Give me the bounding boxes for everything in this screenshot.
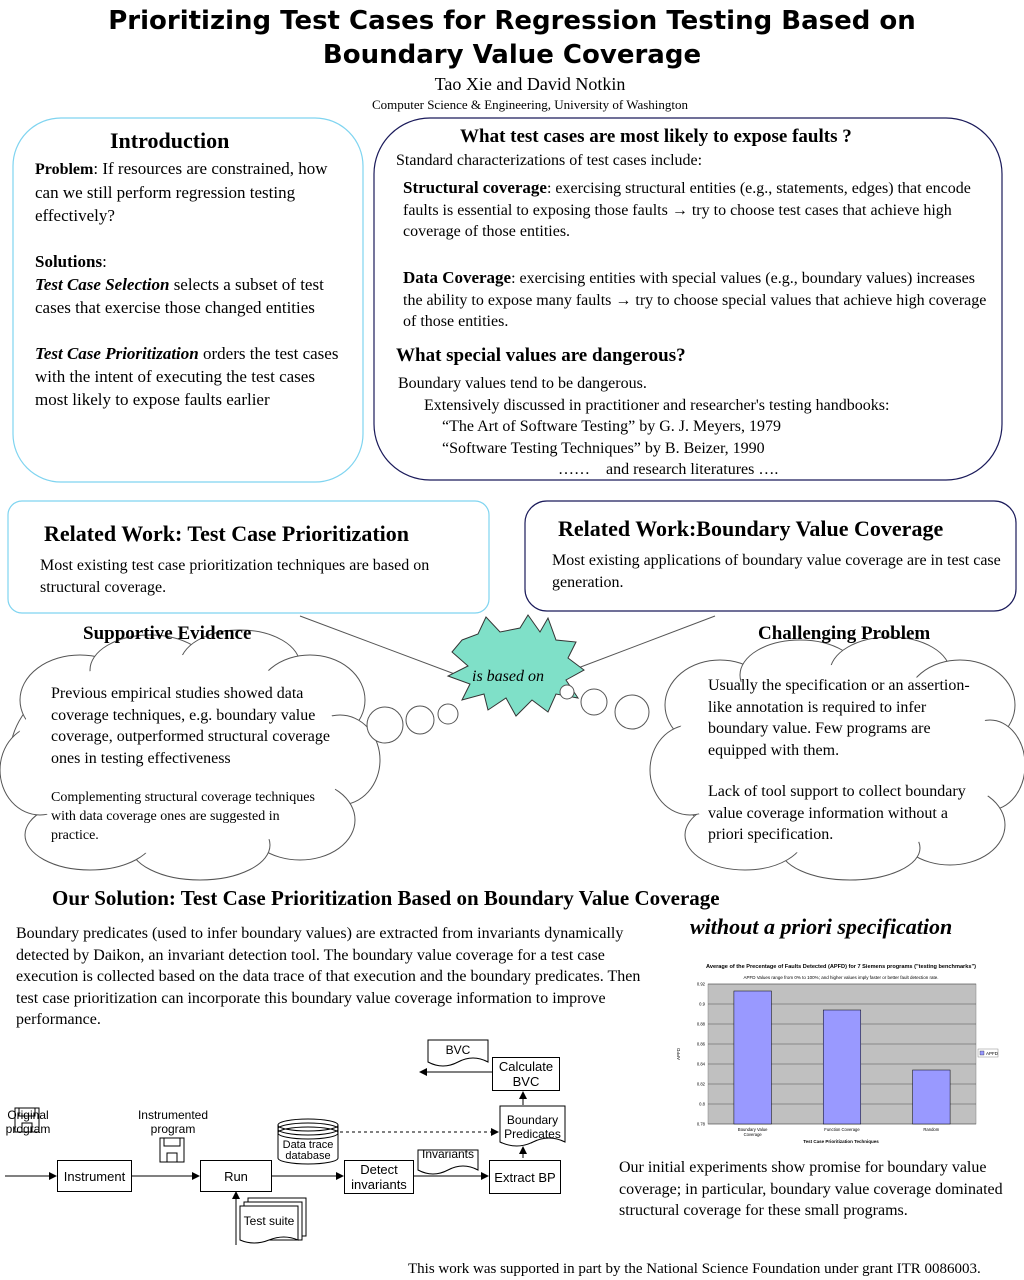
chart-ylabel: APFD [676,1047,681,1061]
supportive-heading: Supportive Evidence [83,623,252,644]
affiliation: Computer Science & Engineering, University of Washington [371,97,689,112]
intro-selection: Test Case Selection selects a subset of test cases that exercise those changed entities [35,275,324,317]
chart-ytick-label: 0.84 [696,1061,705,1067]
flow-invariants-label: Invariants [421,1147,475,1161]
chart-xtick-label: Function Coverage [824,1127,860,1132]
supportive-text2: Complementing structural coverage techniques with data coverage ones are suggested in practice. [51,790,315,843]
chart-subtitle: APFD Values range from 0% to 100%; and higher values imply faster or better fault detection rate. [743,975,939,980]
starburst-shape [448,615,584,716]
challenging-text1: Usually the specification or an assertion-like annotation is required to infer boundary value. Few programs are equipped with them. [708,677,970,759]
chart-ytick-label: 0.82 [696,1081,705,1087]
intro-solutions: Solutions: [35,252,107,271]
chart-ytick-label: 0.86 [696,1041,705,1047]
authors: Tao Xie and David Notkin [434,74,626,94]
challenging-heading: Challenging Problem [758,623,931,644]
chart-legend-label: APFD [986,1051,999,1056]
footer-note: This work was supported in part by the National Science Foundation under grant ITR 0086003. [408,1261,981,1277]
flow-instrumented-program-label: Instrumented program [137,1108,209,1136]
chart-plot-area [697,982,976,1138]
flow-calculate-box: Calculate BVC [492,1057,560,1091]
flow-extract-box: Extract BP [489,1160,561,1194]
floppy-icon-instrumented-shutter [164,1138,180,1146]
bubble-r2 [581,689,607,715]
intro-heading: Introduction [110,128,230,153]
based-on-label: is based on [472,668,544,685]
intro-prioritization: Test Case Prioritization orders the test cases with the intent of executing the test cases most likely to expose faults earlier [35,344,339,409]
chart-xtick-label: Random [923,1127,940,1132]
connector-right [578,616,715,668]
chart-bar [823,1010,861,1124]
special-list: Boundary values tend to be dangerous. Extensively discussed in practitioner and researcher's testing handbooks: “The Art of Software Testing” by G. J. Meyers, 1979 “Software Testing Techniques” by B. Beizer, 1990 …… and research literatures …. [398,375,890,478]
special-heading: What special values are dangerous? [396,345,686,366]
chart-bar [734,991,772,1124]
supportive-text1: Previous empirical studies showed data coverage techniques, e.g. boundary value coverage, outperformed structural coverage ones in testing effectiveness [51,685,330,767]
faults-data: Data Coverage: exercising entities with special values (e.g., boundary values) increases the ability to expose many faults → try to choose special values that achieve high coverage of those entities. [403,268,987,330]
poster-title: Prioritizing Test Cases for Regression Testing Based on Boundary Value Coverage [108,6,916,70]
chart-xtick-label: Boundary Value [737,1127,768,1132]
faults-structural: Structural coverage: exercising structural entities (e.g., statements, edges) that encode faults is essential to exposing those faults → try to choose test cases that achieve high coverage of those entities. [403,178,971,240]
related-bvc-heading: Related Work:Boundary Value Coverage [558,516,944,541]
challenging-text2: Lack of tool support to collect boundary value coverage information without a priori specification. [708,783,966,843]
faults-lead: Standard characterizations of test cases include: [396,152,703,169]
faults-heading: What test cases are most likely to expose faults ? [460,126,852,147]
bubble-r3 [615,695,649,729]
intro-problem: Problem: If resources are constrained, how can we still perform regression testing effectively? [35,159,328,225]
solution-text: Boundary predicates (used to infer boundary values) are extracted from invariants dynamically detected by Daikon, an invariant detection tool. The boundary value coverage for a test case execution is collected based on the data trace of that execution and the boundary predicates. Then test case prioritization can incorporate this boundary value coverage information to improve performance. [16,925,641,1028]
flow-data-trace-label: Data trace database [282,1139,334,1162]
solution-results: Our initial experiments show promise for boundary value coverage; in particular, boundary value coverage dominated structural coverage for these small programs. [619,1159,1003,1219]
bubble-l1 [367,707,403,743]
chart-ytick-label: 0.8 [699,1101,705,1107]
flow-original-program-label: Original program [5,1108,51,1136]
apfd-chart [668,958,1008,1148]
chart-ytick-label: 0.78 [696,1121,705,1127]
flow-bp-label: Boundary Predicates [504,1113,561,1141]
intro-body [35,157,347,411]
floppy-icon-instrumented-label [167,1153,177,1162]
solution-heading: Our Solution: Test Case Prioritization Based on Boundary Value Coverage [52,886,720,910]
related-tcp-text: Most existing test case prioritization techniques are based on structural coverage. [40,557,430,596]
related-bvc-text: Most existing applications of boundary value coverage are in test case generation. [552,552,1001,591]
chart-ytick-label: 0.88 [696,1021,705,1027]
flow-run-box: Run [200,1160,272,1192]
bubble-r1 [560,685,574,699]
chart-xtick-label: Coverage [743,1132,762,1137]
flow-bvc-label: BVC [445,1043,471,1057]
flow-detect-box: Detect invariants [344,1160,414,1194]
bubble-l3 [438,704,458,724]
flow-instrument-box: Instrument [57,1160,132,1192]
bubble-l2 [406,706,434,734]
chart-title: Average of the Precentage of Faults Detected (APFD) for 7 Siemens programs ("testing benchmarks") [706,964,976,970]
flow-test-suite-label: Test suite [243,1214,295,1228]
chart-ytick-label: 0.9 [699,1001,705,1007]
chart-bar [913,1070,951,1124]
solution-subheading: without a priori specification [690,914,953,939]
related-tcp-heading: Related Work: Test Case Prioritization [44,521,409,546]
chart-ytick-label: 0.92 [696,981,705,987]
chart-legend-swatch [980,1051,984,1055]
chart-xlabel: Test Case Prioritization Techniques [803,1139,879,1144]
